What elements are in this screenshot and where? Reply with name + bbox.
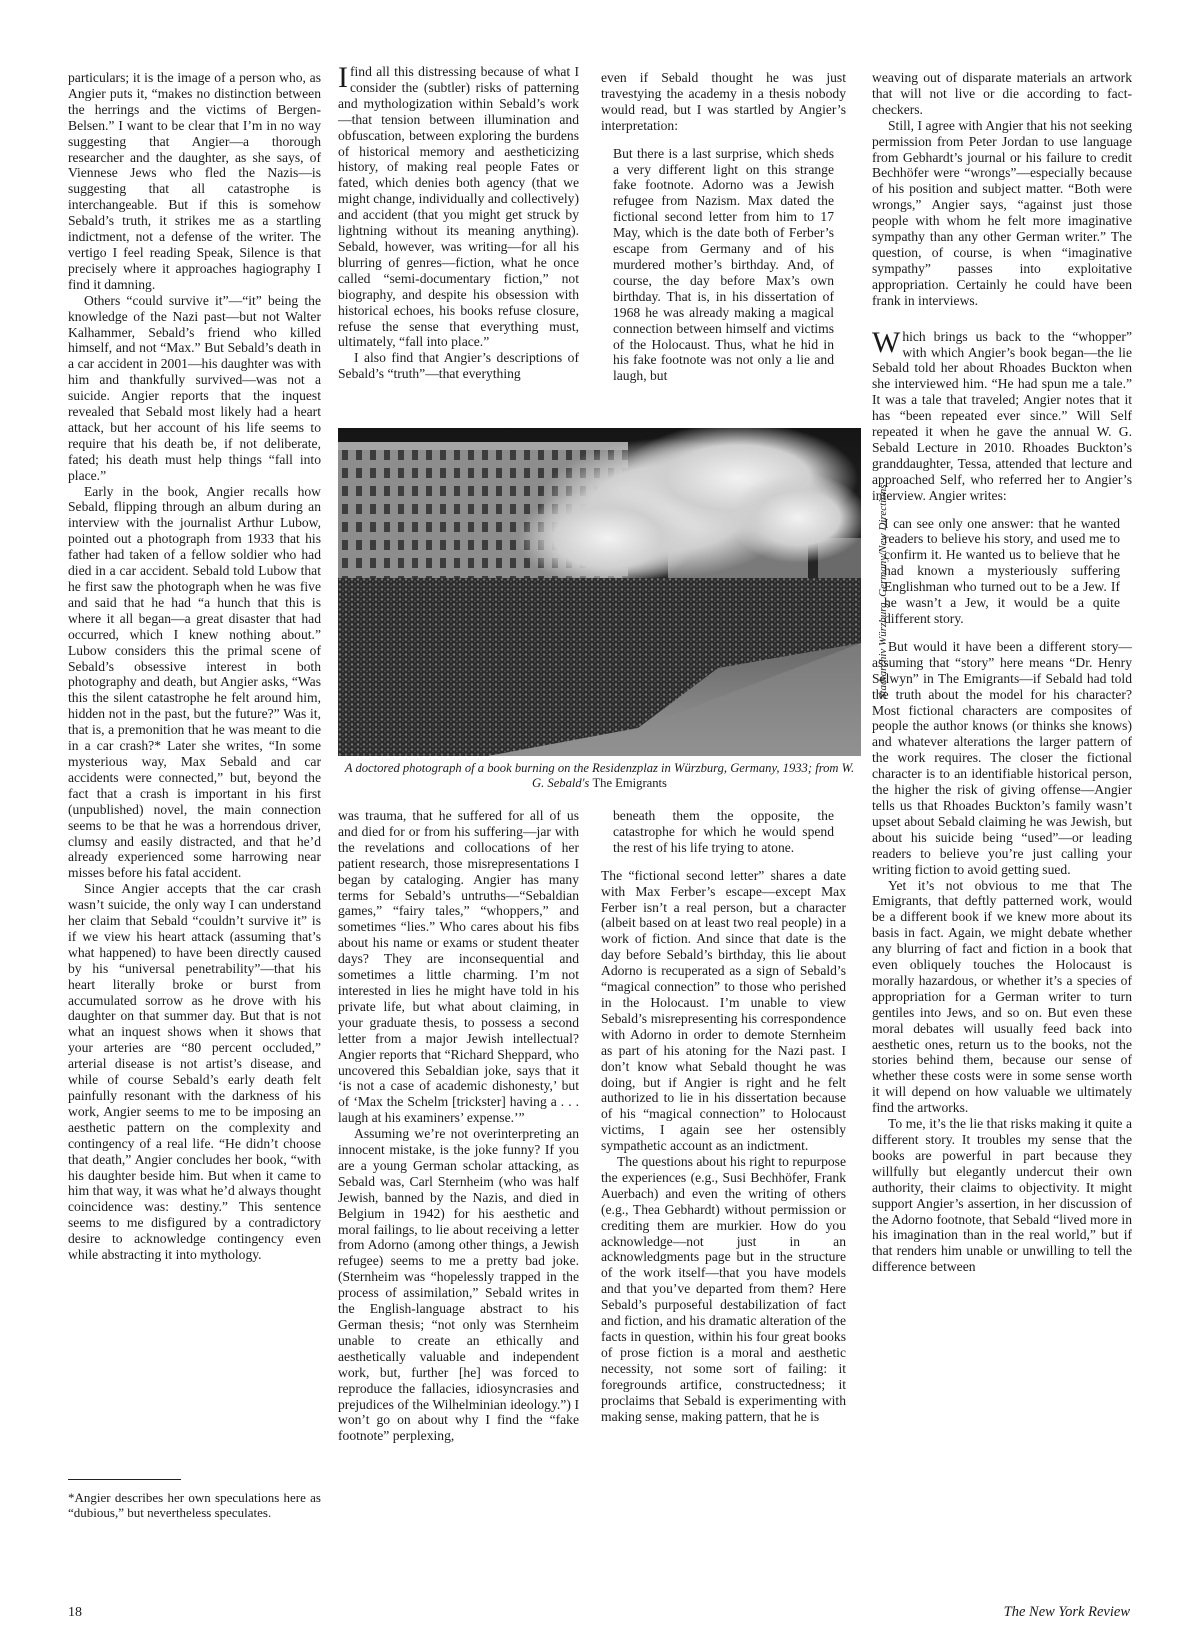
col1-paragraph-3: Early in the book, Angier recalls how Sebald, flipping through an album during an interview with the journalist Arthur Lubow, pointed out a photograph from 1933 that his father had taken of a fellow soldier who had died in a car accident. Sebald told Lubow that he first saw the photograph when he was five and said that he had “a hunch that this is where it all began—a great disaster that had occurred, which I knew nothing about.” Lubow considers this the primal scene of Sebald’s obsessive interest in both photography and death, but Angier asks, “Was this the silent catastrophe he felt around him, hidden not in the past, but the future?” Was it, that is, a premonition that he was meant to die in a car crash?* Later she writes, “In some mysterious way, Max Sebald and car accidents were connected,” but, beyond the fact that a crash is important in his first (unpublished) novel, the main connection seems to be that he was a horrendous driver, clumsy and easily distracted, and that he’d already experienced some harrowing near misses before his fatal accident. xyxy=(68,483,321,881)
col2-paragraph-4: Assuming we’re not overinterpreting an innocent mistake, is the joke funny? If you are a young German scholar attacking, as Sebald was, Carl Sternheim (who was half Jewish, banned by the Nazis, and died in Belgium in 1942) for his aesthetic and moral failings, to lie about receiving a letter from Adorno (among other things, a Jewish refugee) seems to me a pretty bad joke. (Sternheim was “hopelessly trapped in the process of assimilation,” Sebald writes in the English-language abstract to his German thesis; “not only was Sternheim unable to create an ethically and aesthetically valuable and independent work, but, further [he] was forced to reproduce the fallacies, idiosyncrasies and prejudices of the Wilhelminian ideology.”) I won’t go on about why I find the “fake footnote” perplexing, xyxy=(338,1126,579,1444)
col3-block-quote: But there is a last surprise, which sheds a very different light on this strange fake footnote. Adorno was a Jewish refugee from Nazism. Max dated the fictional second letter from him to 17 May, which is the date both of Ferber’s escape from Germany and of his murdered mother’s birthday. And, of course, the day before Max’s own birthday. That is, in his dissertation of 1968 he was already making a magical connection between himself and victims of the Holocaust. Thus, what he hid in his fake footnote was not only a lie and laugh, but xyxy=(613,145,834,384)
column-2-top xyxy=(338,61,579,382)
col2-paragraph-1 xyxy=(338,61,579,350)
footnote: *Angier describes her own speculations here as “dubious,” but nevertheless speculates. xyxy=(68,1490,321,1521)
col4-paragraph-6: To me, it’s the lie that risks making it quite a different story. It troubles my sense that the books are powerful in part because they willfully but elegantly undercut their own authority, their claims to objectivity. It might support Angier’s assertion, in her discussion of the Adorno footnote, that Sebald “lived more in his imagination than in the real world,” but if that renders him unable or unwilling to tell the difference between xyxy=(872,1116,1132,1275)
col4-paragraph-5: Yet it’s not obvious to me that The Emigrants, that deftly patterned work, would be a different book if we knew more about its basis in fact. Again, we might debate whether any blurring of fact and fiction in a book that even obliquely touches the Holocaust is morally hazardous, or whether it’s a species of appropriation for a German writer to turn gentiles into Jews, and so on. But even these moral debates will usually feed back into aesthetic ones, return us to the books, not the stories behind them, because our sense of whether these costs were in some sense worth it will depend on how valuable we ultimately find the artworks. xyxy=(872,877,1132,1116)
column-2-bottom xyxy=(338,808,579,1444)
col1-paragraph-1: particulars; it is the image of a person who, as Angier puts it, “makes no distinction between the herrings and the victims of Bergen-Belsen.” I want to be clear that I’m in no way suggesting that Angier—a thorough researcher and the daughter, as she says, of Viennese Jews who fled the Nazis—is suggesting that all catastrophe is interchangeable. But if this is somehow Sebald’s truth, it strikes me as a startling indictment, not a defense of the writer. The vertigo I feel reading Speak, Silence is that precisely where it approaches hagiography I find it damning. xyxy=(68,70,321,292)
photo-credit-text: Stadtarchiv Würzburg, Germany/New Directions xyxy=(877,484,889,699)
col3-paragraph-1: The “fictional second letter” shares a date with Max Ferber’s escape—except Max Ferber isn’t a real person, but a character (albeit based on at least two real people) in a work of fiction. And since that date is the day before Sebald’s birthday, this lie about Adorno is recuperated as a sign of Sebald’s “magical connection” to those who perished in the Holocaust. I’m unable to view Sebald’s misrepresenting his correspondence with Adorno in order to demote Sternheim as part of his atoning for the Nazi past. I don’t know what Sebald thought he was doing, but if Angier is right and he felt authorized to lie in his dissertation because of his “magical connection” to Holocaust victims, I again see her ostensibly sympathetic account as an indictment. xyxy=(601,867,846,1154)
col4-paragraph-1: weaving out of disparate materials an artwork that will not live or die according to fact-checkers. xyxy=(872,70,1132,117)
col1-paragraph-4: Since Angier accepts that the car crash wasn’t suicide, the only way I can understand her claim that Sebald “couldn’t survive it” is if we view his heart attack (assuming that’s what happened) to have been directly caused by his “universal penetrability”—that his heart literally broke or burst from accumulated sorrow as he drove with his daughter on that summer day. But that is not what an inquest shows when it shows that your arteries are “80 percent occluded,” arterial disease is not artist’s disease, and while of course Sebald’s early death felt painfully resonant with the darkness of his work, Angier seems to me to be imposing an aesthetic pattern on the complexity and contingency of a real life. “He didn’t choose that death,” Angier concludes her book, “with his daughter beside him. But when it came to him that way, it was what he’d always thought coincidence was: destiny.” This sentence seems to me disfigured by a contradictory desire to acknowledge contingency even while abstracting it into mythology. xyxy=(68,881,321,1263)
photo-caption xyxy=(338,761,861,791)
column-1 xyxy=(68,70,321,1263)
col1-paragraph-2: Others “could survive it”—“it” being the knowledge of the Nazi past—but not Walter Kalhammer, Sebald’s friend who killed himself, and not “Max.” But Sebald’s death in a car accident in 2001—his daughter was with him and thankfully survived—was not a suicide. Angier reports that the inquest revealed that Sebald most likely had a heart attack, but her account of his life seems to require that his death be, if not deliberate, fated; his death must help things “fall into place.” xyxy=(68,292,321,483)
page-number: 18 xyxy=(68,1605,82,1620)
column-3-bottom xyxy=(601,808,846,1424)
book-burning-photo xyxy=(338,428,861,756)
col4-paragraph-2: Still, I agree with Angier that his not seeking permission from Peter Jordan to use language from Gebhardt’s journal or his failure to credit Bechhöfer were “wrongs”—especially because of his position and subject matter. “Both were wrongs,” Angier says, “against just those people with whom he felt more imaginative sympathy than any other German writer.” The question, of course, is when “imaginative sympathy” passes into exploitative appropriation. Certainly he could have been frank in interviews. xyxy=(872,117,1132,308)
col2-paragraph-2: I also find that Angier’s descriptions of Sebald’s “truth”—that everything xyxy=(338,350,579,382)
publication-name: The New York Review xyxy=(1003,1604,1130,1620)
drop-cap-i: I xyxy=(338,61,348,94)
col4-block-quote: I can see only one answer: that he wanted readers to believe his story, and used me to confirm it. He wanted us to believe that he had known a mysteriously suffering Englishman who turned out to be a Jew. If he wasn’t a Jew, it would be a quite different story. xyxy=(884,515,1120,626)
drop-cap-w: W xyxy=(872,325,901,359)
footnote-rule xyxy=(68,1479,181,1480)
col4-paragraph-3-text: hich brings us back to the “whopper” with which Angier’s book began—the lie Sebald told her about Rhoades Buckton when she interviewed him. “He had spun me a tale.” It was a tale that traveled; Angier notes that it has “been repeated ever since.” Will Self repeated it when he gave the annual W. G. Sebald Lecture in 2010. Rhoades Buckton’s granddaughter, Tessa, attended that lecture and approached Self, who referred her to Angier’s interview. Angier writes: xyxy=(872,328,1132,503)
col4-paragraph-3 xyxy=(872,325,1132,504)
photo-illustration xyxy=(338,428,861,756)
column-4 xyxy=(872,70,1132,1275)
caption-title: The Emigrants xyxy=(592,776,667,790)
column-3-top xyxy=(601,70,846,396)
caption-text: A doctored photograph of a book burning on the Residenzplaz in Würzburg, Germany, 1933; from W. G. Sebald's xyxy=(344,761,855,790)
col4-paragraph-4: But would it have been a different story—assuming that “story” here means “Dr. Henry Selwyn” in The Emigrants—if Sebald had told the truth about the model for his character? Most fictional characters are composites of people the author knows (or thinks she knows) and whatever alterations the larger pattern of the work requires. The closer the fictional character is to an identifiable historical person, the higher the risk of giving offense—Angier tells us that Rhoades Buckton’s family wasn’t upset about Sebald claiming he was Jewish, but about his suicide being “used”—or leading readers to believe you’re just calling your writing fiction to avoid getting sued. xyxy=(872,638,1132,877)
col2-paragraph-1-text: find all this distressing because of what I consider the (subtler) risks of patterning and mythologization within Sebald’s work—that tension between illumination and obfuscation, between exploring the burdens of historical memory and aestheticizing history, of making real people Fates or fated, which denies both agency (that we might change, individually and collectively) and accident (that you might get struck by lightning without its meaning anything). Sebald, however, was writing—for all his blurring of genres—fiction, what he once called “semi-documentary fiction,” not biography, and despite his obsession with historical echoes, his books refuse closure, refuse the sense that everything must, ultimately, “fall into place.” xyxy=(338,64,579,350)
col2-paragraph-3: was trauma, that he suffered for all of us and died for or from his suffering—jar with the revelations and collocations of her patient research, those misrepresentations I began by cataloging. Angier has many terms for Sebald’s untruths—“Sebaldian games,” “fairy tales,” “whoppers,” and sometimes “lies.” Who cares about his fibs about his name or exams or student theater days? They are inconsequential and sometimes a little charming. I’m not interested in lies he might have told in his private life, but what about claiming, in your graduate thesis, to possess a second letter from a major Jewish intellectual? Angier reports that “Richard Sheppard, who uncovered this Sebaldian joke, says that it ‘is not a case of academic dishonesty,’ but of ‘Max the Schelm [trickster] having a . . . laugh at his examiners’ expense.’” xyxy=(338,808,579,1126)
col3-paragraph-2: The questions about his right to repurpose the experiences (e.g., Susi Bechhöfer, Frank Auerbach) and even the writing of others (e.g., Thea Gebhardt) without permission or crediting them are murkier. How do you acknowledge—not just in an acknowledgments page but in the structure of the work itself—that you have models and that you’ve departed from them? Here Sebald’s purposeful destabilization of fact and fiction, and his dramatic alteration of the facts in question, within his four great books of prose fiction is a moral and aesthetic necessity, not some sort of failing: it foregrounds artifice, constructedness; it proclaims that Sebald is experimenting with making sense, making pattern, that he is xyxy=(601,1154,846,1424)
col3-quote-end: beneath them the opposite, the catastrophe for which he would spend the rest of his life trying to atone. xyxy=(613,808,834,855)
col3-intro: even if Sebald thought he was just travestying the academy in a thesis nobody would read, but I was startled by Angier’s interpretation: xyxy=(601,70,846,133)
